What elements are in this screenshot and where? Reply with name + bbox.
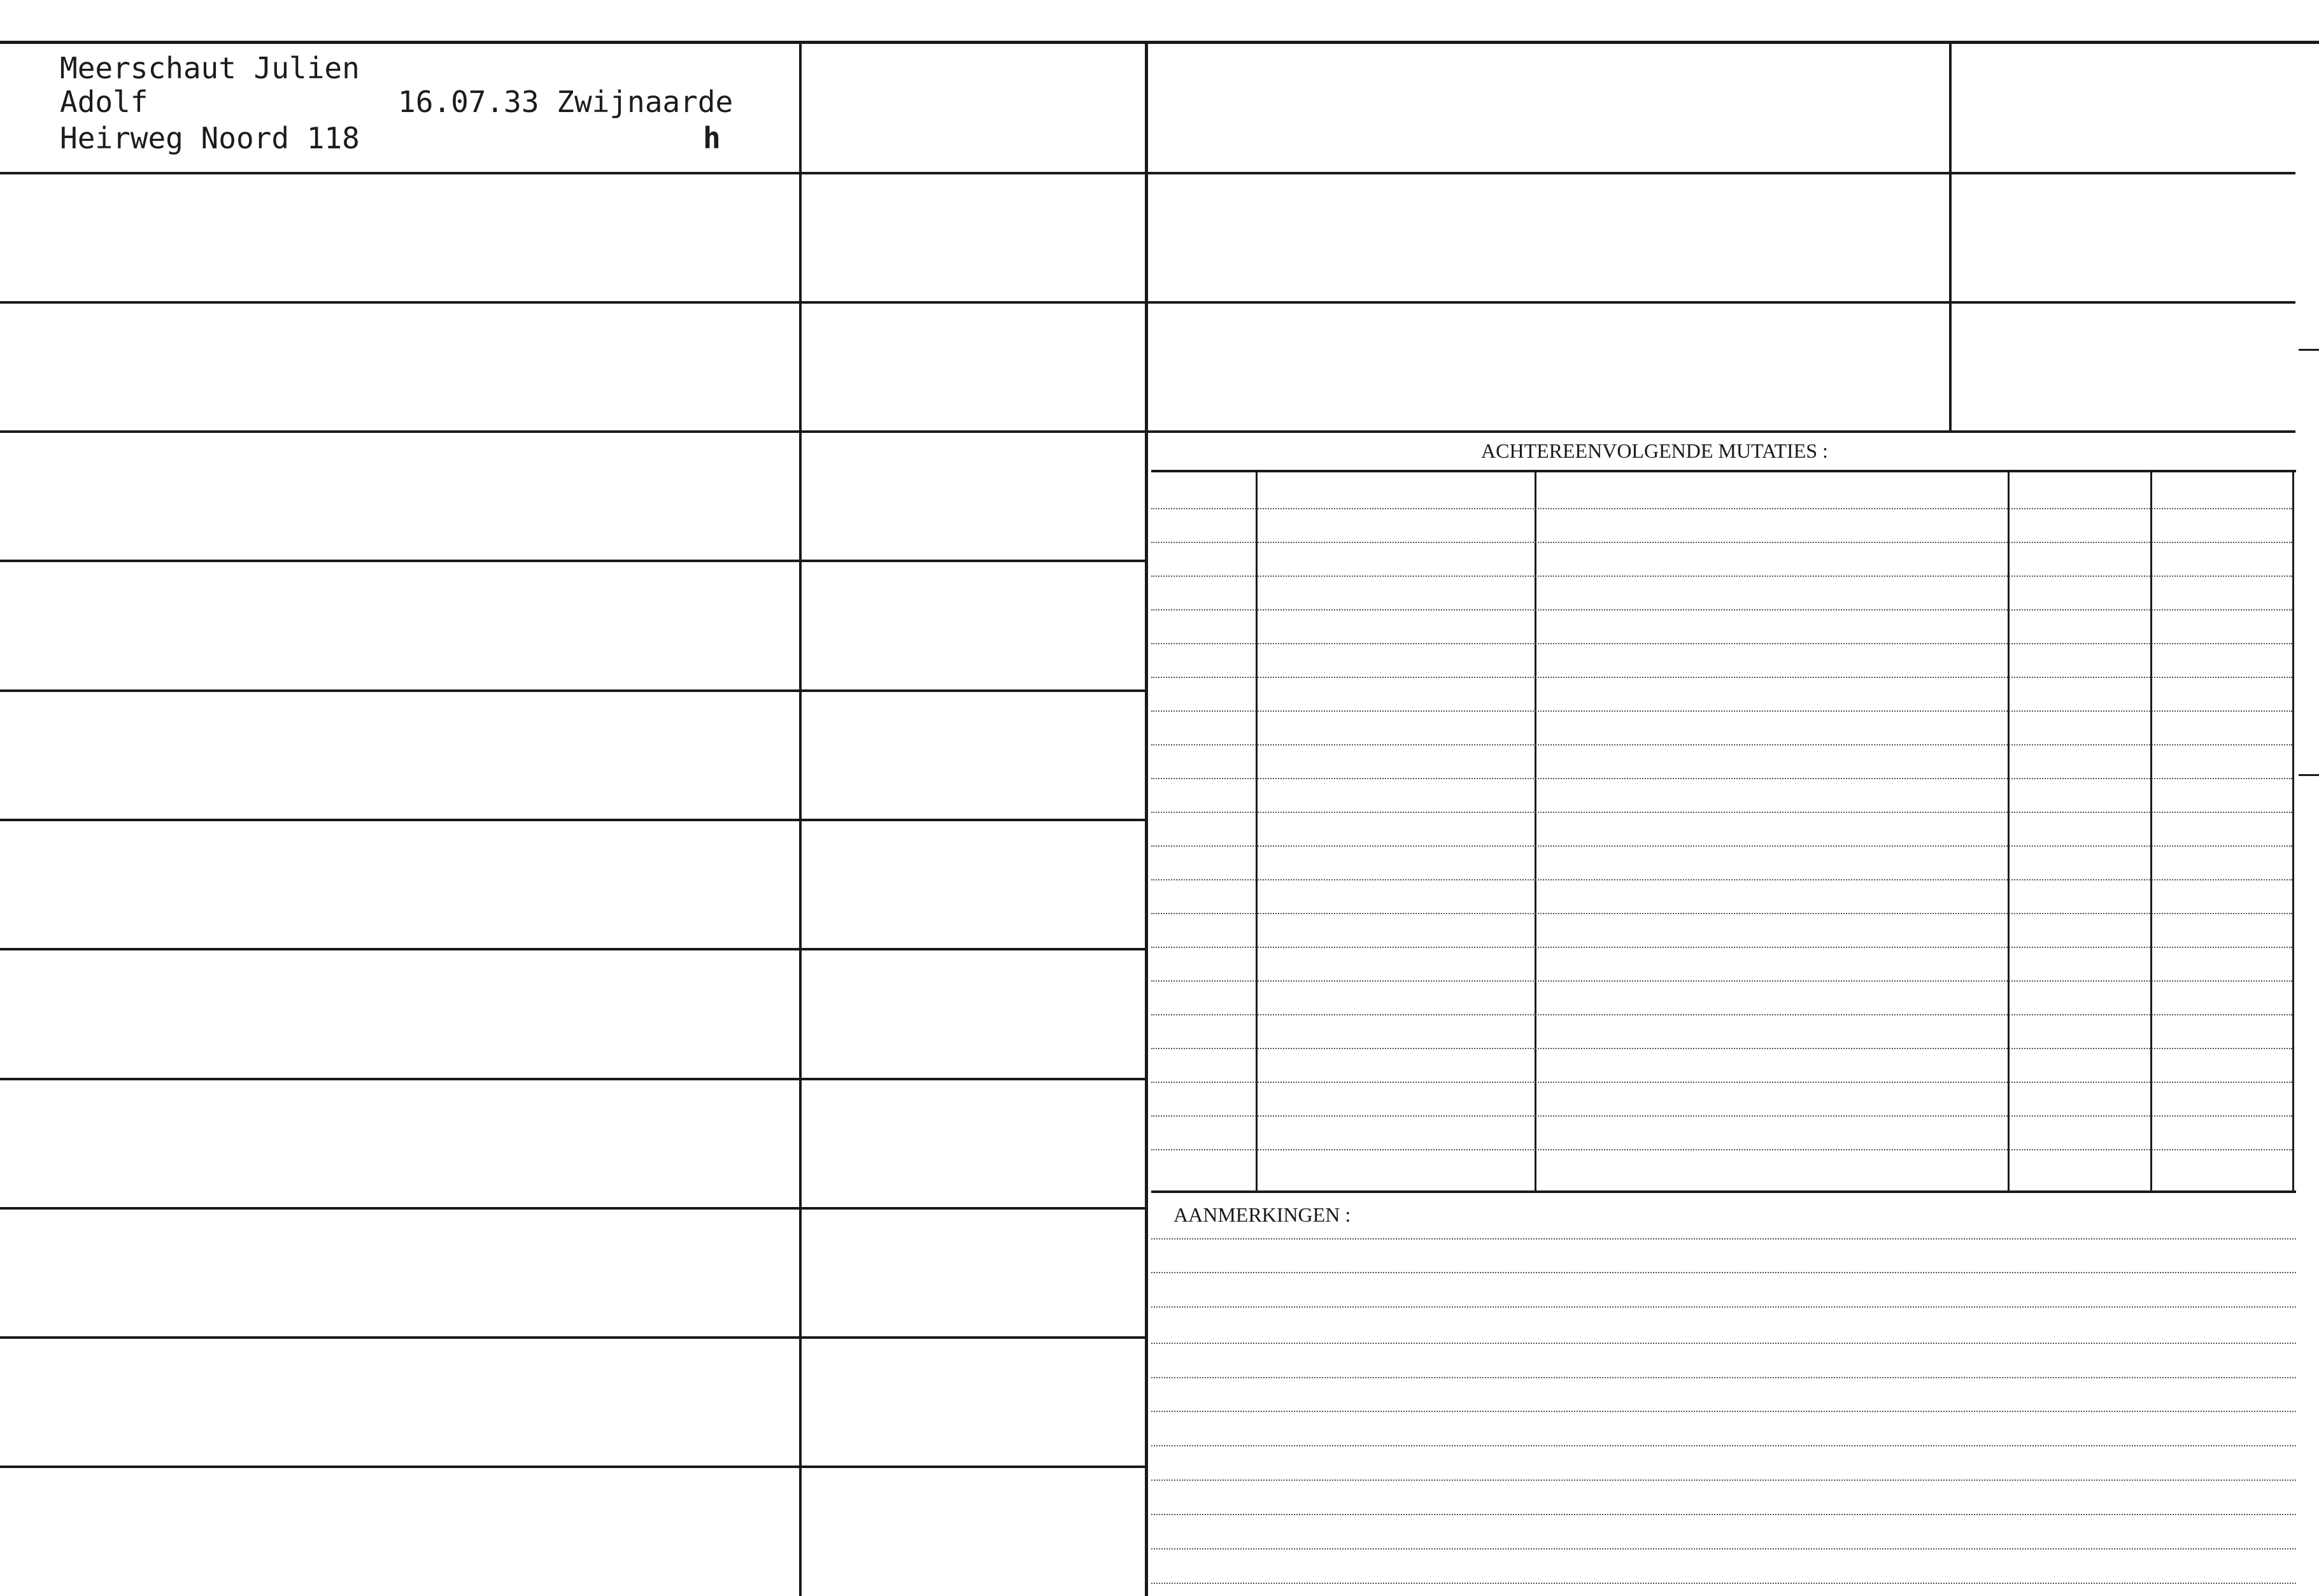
mutaties-col-4 (2150, 471, 2152, 1192)
mutaties-top-line (1151, 470, 2296, 472)
entry-address: Heirweg Noord 118 (60, 121, 360, 155)
column-divider-2 (1145, 42, 1148, 1596)
mutaties-col-2 (1535, 471, 1536, 1192)
mutaties-heading: ACHTEREENVOLGENDE MUTATIES : (1481, 439, 1828, 462)
entry-firstname-line: Adolf (60, 85, 148, 119)
column-divider-1 (799, 42, 802, 1596)
right-upper-divider (1949, 42, 1952, 430)
mutaties-bottom-line (1151, 1190, 2296, 1193)
mutaties-col-3 (2008, 471, 2010, 1192)
entry-birth: 16.07.33 Zwijnaarde (398, 85, 734, 119)
margin-tick-lower (2299, 774, 2319, 776)
entry-marker: h (703, 121, 721, 155)
mutaties-col-1 (1256, 471, 1258, 1192)
mutaties-right-edge (2292, 471, 2294, 1192)
aanmerkingen-heading: AANMERKINGEN : (1174, 1203, 1351, 1226)
entry-name-line: Meerschaut Julien (60, 51, 360, 85)
top-border (0, 41, 2319, 44)
margin-tick-upper (2299, 349, 2319, 351)
